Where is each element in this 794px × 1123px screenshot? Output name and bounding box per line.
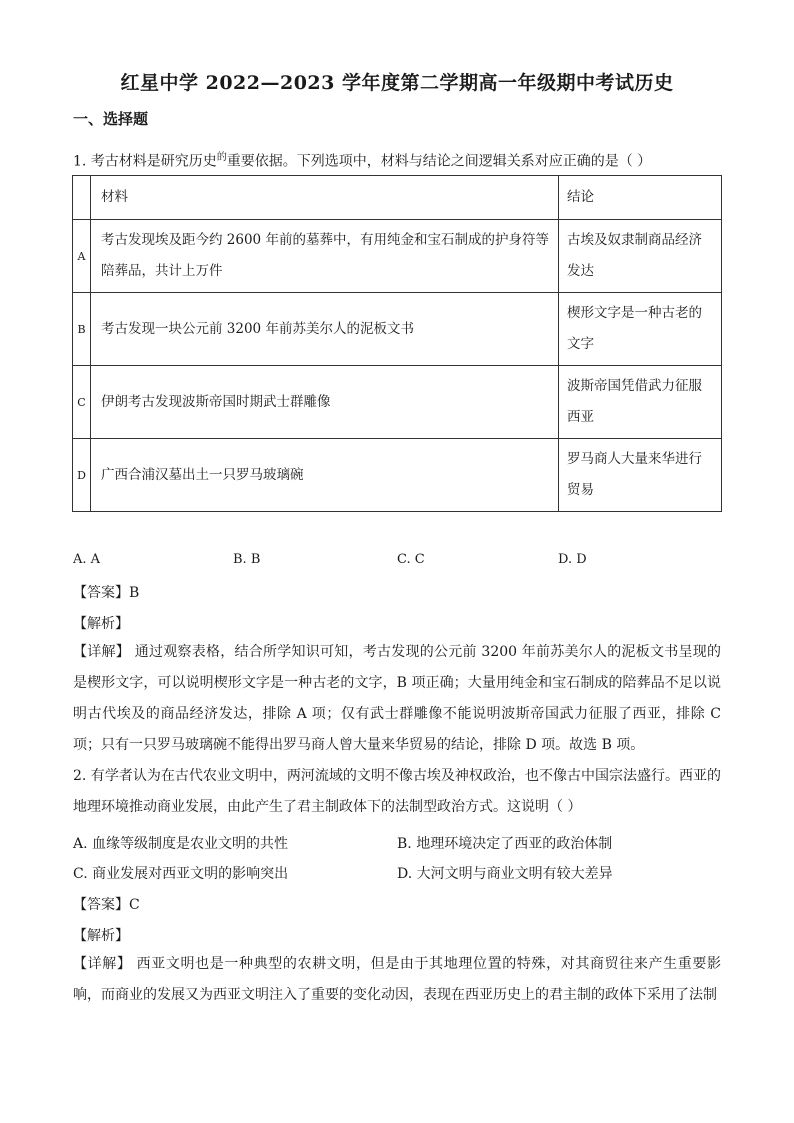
row-material: 考古发现埃及距今约 2600 年前的墓葬中，有用纯金和宝石制成的护身符等陪葬品，共计上万件 [91, 220, 559, 293]
question-1-stem-part1: 1. 考古材料是研究历史 [73, 153, 217, 170]
table-header-material: 材料 [91, 176, 559, 220]
option-b: B. 地理环境决定了西亚的政治体制 [397, 836, 613, 852]
page-title: 红星中学 2022—2023 学年度第二学期高一年级期中考试历史 [120, 72, 674, 94]
option-c: C. 商业发展对西亚文明的影响突出 [73, 866, 289, 882]
option-d: D. 大河文明与商业文明有较大差异 [397, 866, 613, 882]
option-a: A. 血缘等级制度是农业文明的共性 [73, 836, 289, 852]
question-1-stem [73, 148, 651, 171]
question-1-answer: 【答案】B [73, 585, 140, 601]
row-letter: A [73, 220, 91, 293]
question-1-analysis-label: 【解析】 [73, 616, 129, 632]
row-conclusion: 罗马商人大量来华进行贸易 [559, 439, 722, 512]
question-2-analysis-label: 【解析】 [73, 928, 129, 944]
row-letter: D [73, 439, 91, 512]
table-row [73, 220, 722, 293]
row-conclusion: 波斯帝国凭借武力征服西亚 [559, 366, 722, 439]
question-2-detail: 【详解】 西亚文明也是一种典型的农耕文明，但是由于其地理位置的特殊，对其商贸往来产生重要影响，而商业的发展又为西亚文明注入了重要的变化动因，表现在西亚历史上的君主制的政体下采用了法制 [73, 956, 721, 1003]
row-letter: C [73, 366, 91, 439]
table-header-blank [73, 176, 91, 220]
table-row [73, 439, 722, 512]
question-1-stem-part2: 重要依据。下列选项中，材料与结论之间逻辑关系对应正确的是（ ） [226, 153, 652, 170]
row-material: 考古发现一块公元前 3200 年前苏美尔人的泥板文书 [91, 293, 559, 366]
row-letter: B [73, 293, 91, 366]
row-material: 伊朗考古发现波斯帝国时期武士群雕像 [91, 366, 559, 439]
section-heading: 一、选择题 [73, 110, 149, 128]
option-c: C. C [397, 552, 425, 567]
table-header-row [73, 176, 722, 220]
row-material: 广西合浦汉墓出土一只罗马玻璃碗 [91, 439, 559, 512]
material-conclusion-table [72, 175, 722, 512]
table-header-conclusion: 结论 [559, 176, 722, 220]
question-1-detail: 【详解】 通过观察表格，结合所学知识可知，考古发现的公元前 3200 年前苏美尔人的泥板文书呈现的是楔形文字，可以说明楔形文字是一种古老的文字，B 项正确；大量用纯金和宝石制成的陪葬品不足以说明古代埃及的商品经济发达，排除 A 项；仅有武士群雕像不能说明波斯帝国武力征服了西亚，排除 C 项；只有一只罗马玻璃碗不能得出罗马商人曾大量来华贸易的结论，排除 D 项。故选 B 项。 [73, 644, 721, 753]
option-a: A. A [73, 552, 101, 567]
option-d: D. D [558, 552, 587, 567]
table-row [73, 366, 722, 439]
question-2-answer: 【答案】C [73, 897, 140, 913]
table-row [73, 293, 722, 366]
question-1-stem-sup: 的 [216, 152, 227, 163]
row-conclusion: 古埃及奴隶制商品经济发达 [559, 220, 722, 293]
question-2-stem: 2. 有学者认为在古代农业文明中，两河流域的文明不像古埃及神权政治，也不像古中国宗法盛行。西亚的地理环境推动商业发展，由此产生了君主制政体下的法制型政治方式。这说明（ ） [73, 768, 721, 815]
row-conclusion: 楔形文字是一种古老的文字 [559, 293, 722, 366]
option-b: B. B [233, 552, 261, 567]
